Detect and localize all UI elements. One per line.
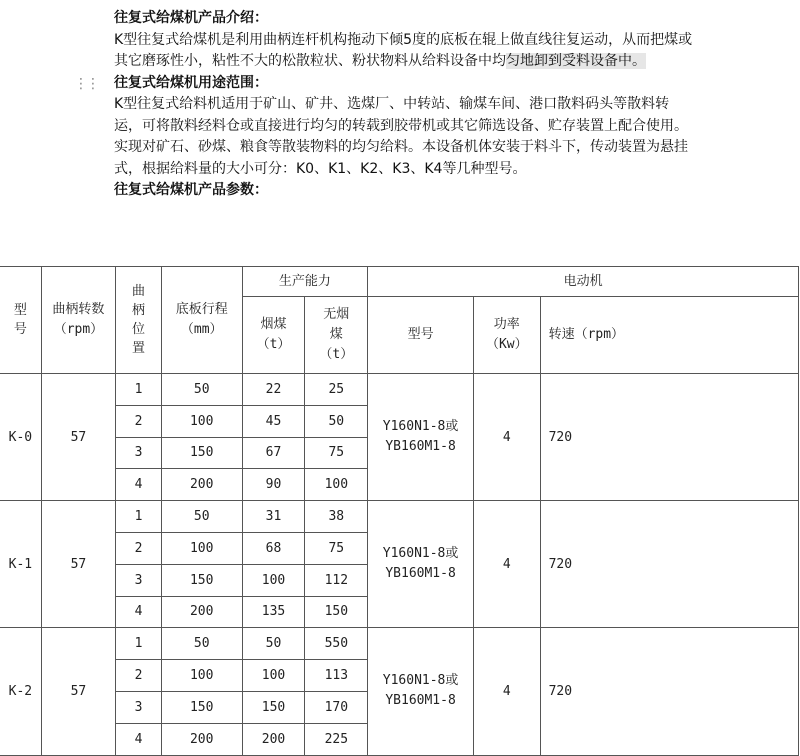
anthracite-cell: 150 — [305, 596, 368, 628]
speed-cell: 720 — [540, 501, 798, 628]
crank-position-cell: 2 — [116, 405, 162, 437]
table-row — [0, 374, 799, 406]
heading-intro: 往复式给煤机产品介绍： — [114, 10, 268, 26]
crank-speed-cell: 57 — [41, 374, 115, 501]
power-cell: 4 — [473, 628, 540, 755]
crank-position-cell: 4 — [116, 596, 162, 628]
col-bituminous-header: 烟煤（t） — [242, 297, 305, 374]
anthracite-cell: 113 — [305, 660, 368, 692]
bituminous-cell: 50 — [242, 628, 305, 660]
bituminous-cell: 68 — [242, 532, 305, 564]
stroke-cell: 50 — [161, 374, 242, 406]
crank-position-cell: 4 — [116, 723, 162, 755]
col-crank-speed-header: 曲柄转数（rpm） — [41, 267, 115, 374]
crank-position-cell: 2 — [116, 532, 162, 564]
anthracite-cell: 25 — [305, 374, 368, 406]
stroke-cell: 150 — [161, 564, 242, 596]
crank-position-cell: 2 — [116, 660, 162, 692]
stroke-cell: 50 — [161, 501, 242, 533]
stroke-cell: 50 — [161, 628, 242, 660]
anthracite-cell: 38 — [305, 501, 368, 533]
bituminous-cell: 100 — [242, 660, 305, 692]
usage-paragraph: K型往复式给料机适用于矿山、矿井、选煤厂、中转站、输煤车间、港口散料码头等散料转运，可将散料经料仓或直接进行均匀的转载到胶带机或其它筛选设备、贮存装置上配合使用。实现对矿石、砂煤、粮食等散装物料的均匀给料。本设备机体安装于料斗下，传动装置为悬挂式，根据给料量的大小可分：K0、K1、K2、K3、K4等几种型号。 — [114, 96, 688, 177]
stroke-cell: 150 — [161, 691, 242, 723]
heading-usage: 往复式给煤机用途范围： — [114, 74, 268, 91]
bituminous-cell: 135 — [242, 596, 305, 628]
anthracite-cell: 170 — [305, 691, 368, 723]
anthracite-cell: 75 — [305, 437, 368, 469]
stroke-cell: 200 — [161, 469, 242, 501]
model-cell: K-0 — [0, 374, 41, 501]
anthracite-cell: 550 — [305, 628, 368, 660]
model-cell: K-1 — [0, 501, 41, 628]
heading-params: 往复式给煤机产品参数： — [114, 182, 268, 198]
anthracite-cell: 225 — [305, 723, 368, 755]
crank-speed-cell: 57 — [41, 501, 115, 628]
product-intro — [114, 8, 694, 202]
stroke-cell: 150 — [161, 437, 242, 469]
crank-position-cell: 3 — [116, 691, 162, 723]
bituminous-cell: 67 — [242, 437, 305, 469]
anthracite-cell: 50 — [305, 405, 368, 437]
table-row — [0, 628, 799, 660]
params-table — [0, 266, 799, 756]
stroke-cell: 200 — [161, 723, 242, 755]
crank-position-cell: 3 — [116, 437, 162, 469]
anthracite-cell: 75 — [305, 532, 368, 564]
stroke-cell: 100 — [161, 405, 242, 437]
bituminous-cell: 200 — [242, 723, 305, 755]
col-motor-header: 电动机 — [368, 267, 799, 297]
col-anthracite-header: 无烟煤（t） — [305, 297, 368, 374]
bituminous-cell: 45 — [242, 405, 305, 437]
stroke-cell: 200 — [161, 596, 242, 628]
model-cell: K-2 — [0, 628, 41, 755]
col-motor-model-header: 型号 — [368, 297, 474, 374]
crank-position-cell: 3 — [116, 564, 162, 596]
bituminous-cell: 22 — [242, 374, 305, 406]
motor-model-cell: Y160N1-8或YB160M1-8 — [368, 628, 474, 755]
intro-paragraph-selected: 匀地卸到受料设备中。 — [506, 53, 646, 69]
motor-model-cell: Y160N1-8或YB160M1-8 — [368, 501, 474, 628]
intro-paragraph — [114, 30, 694, 73]
crank-position-cell: 4 — [116, 469, 162, 501]
stroke-cell: 100 — [161, 532, 242, 564]
crank-speed-cell: 57 — [41, 628, 115, 755]
anthracite-cell: 112 — [305, 564, 368, 596]
col-speed-header: 转速（rpm） — [540, 297, 798, 374]
drag-handle-icon[interactable]: ⋮⋮ — [74, 76, 98, 92]
bituminous-cell: 31 — [242, 501, 305, 533]
intro-paragraph-text: K型往复式给煤机是利用曲柄连杆机构拖动下倾5度的底板在辊上做直线往复运动，从而把煤或其它磨琢性小，粘性不大的松散粒状、粉状物料从给料设备中均 — [114, 31, 693, 69]
speed-cell: 720 — [540, 628, 798, 755]
table-row — [0, 501, 799, 533]
col-stroke-header: 底板行程（mm） — [161, 267, 242, 374]
crank-position-cell: 1 — [116, 374, 162, 406]
crank-position-cell: 1 — [116, 501, 162, 533]
bituminous-cell: 100 — [242, 564, 305, 596]
col-model-header: 型号 — [0, 267, 41, 374]
power-cell: 4 — [473, 374, 540, 501]
col-crank-position-header: 曲柄位置 — [116, 267, 162, 374]
crank-position-cell: 1 — [116, 628, 162, 660]
col-power-header: 功率（Kw） — [473, 297, 540, 374]
stroke-cell: 100 — [161, 660, 242, 692]
header-row-1 — [0, 267, 799, 297]
anthracite-cell: 100 — [305, 469, 368, 501]
speed-cell: 720 — [540, 374, 798, 501]
bituminous-cell: 90 — [242, 469, 305, 501]
power-cell: 4 — [473, 501, 540, 628]
col-capacity-header: 生产能力 — [242, 267, 368, 297]
bituminous-cell: 150 — [242, 691, 305, 723]
motor-model-cell: Y160N1-8或YB160M1-8 — [368, 374, 474, 501]
